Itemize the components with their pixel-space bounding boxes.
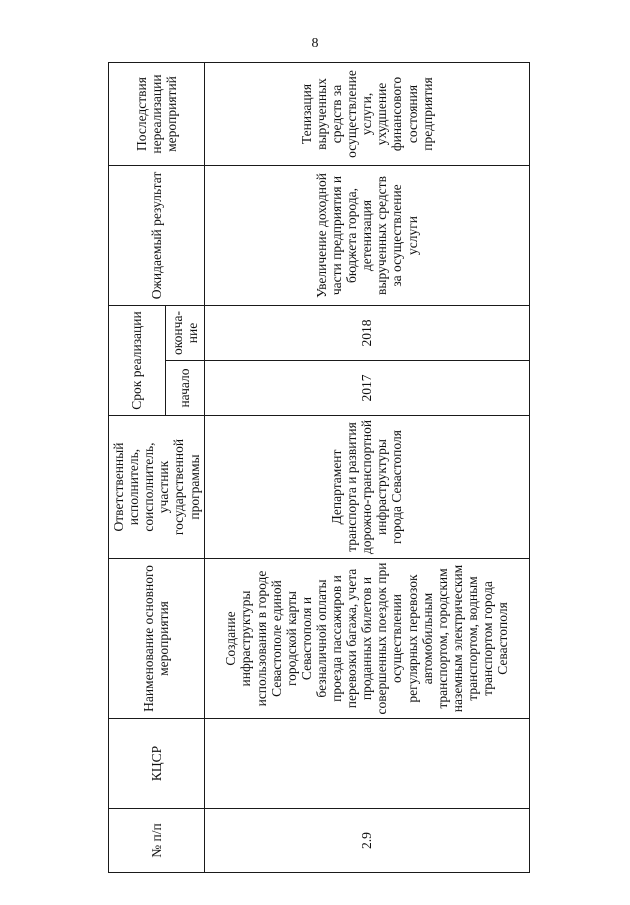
program-table xyxy=(108,62,530,873)
header-kcsr: КЦСР xyxy=(109,719,205,809)
header-term-end: оконча-ние xyxy=(166,305,205,360)
header-num: № п/п xyxy=(109,809,205,873)
cell-name: Создание инфраструктуры использования в городе Севастополе единой городской карты Севастополя и безналичной оплаты проезда пассажиров и перевозки багажа, учета проданных билетов и совершенных поездок при осуществлении регулярных перевозок автомобильным транспортом, городским наземным электрическим транспортом, водным транспортом города Севастополя xyxy=(204,559,529,719)
program-table-rotated xyxy=(108,63,530,873)
page-number: 8 xyxy=(311,36,319,51)
header-term: Срок реализации xyxy=(109,305,166,415)
cell-start: 2017 xyxy=(204,361,529,416)
table-row xyxy=(204,62,529,872)
cell-end: 2018 xyxy=(204,305,529,360)
header-term-start: начало xyxy=(166,361,205,416)
cell-executor: Департамент транспорта и развития дорожно-транспортной инфраструктуры города Севастополя xyxy=(204,416,529,559)
header-row-top xyxy=(109,62,166,872)
cell-num: 2.9 xyxy=(204,809,529,873)
cell-consequences: Тенизация вырученных средств за осуществление услуги, ухудшение финансового состояния предприятия xyxy=(204,62,529,165)
header-consequences: Последствия нереализации мероприятий xyxy=(109,62,205,165)
cell-kcsr xyxy=(204,719,529,809)
header-name: Наименование основного мероприятия xyxy=(109,559,205,719)
header-executor: Ответственный исполнитель, соисполнитель, участник государственной программы xyxy=(109,416,205,559)
cell-result: Увеличение доходной части предприятия и бюджета города, детенизация вырученных средств за осуществление услуги xyxy=(204,165,529,305)
header-result: Ожидаемый результат xyxy=(109,165,205,305)
